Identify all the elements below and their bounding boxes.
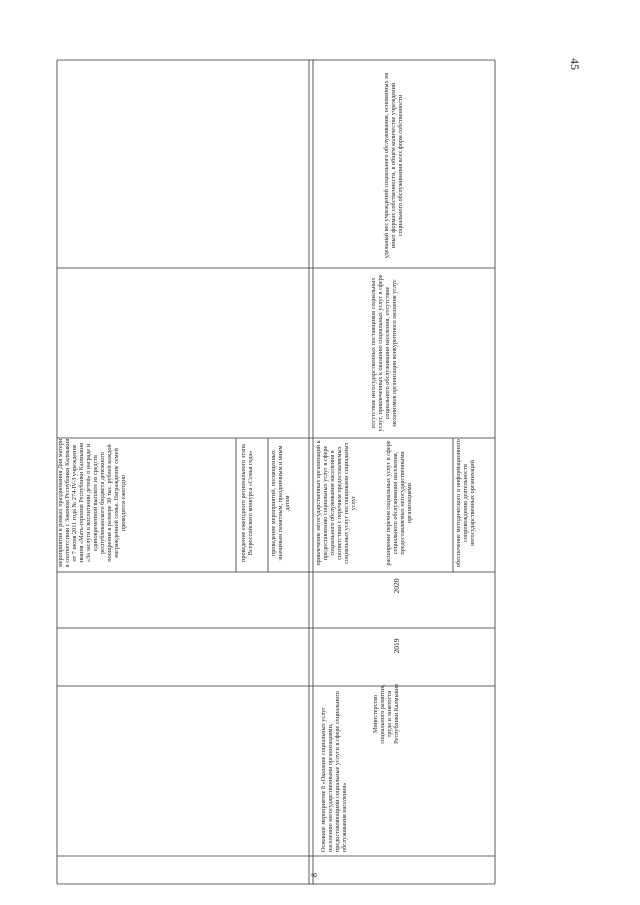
row-number: 8: [310, 873, 319, 877]
cell-activity-payment: мероприятия в рамках празднования Дня матери в соответствии с Законом Республики Калмыкия от 7 июня 2011 года № 274-IV-З учреждение звания «Мать-героиня Республики Калмыкия «За заслуги в воспитании детей» о награде и единовременной выплате из средств республиканского бюджета денежного поощрения в размере 30 тыс. рублей каждой награжденной семье. Награждение семей проводится ежегодно: [57, 438, 127, 568]
cell-activity-contest: проведение ежегодного регионального этапа Всероссийского конкурса «Семья года»: [240, 444, 254, 562]
cell-activity-events: проведение мероприятий, посвященных значимым памятным, праздничным и иным датам: [270, 445, 291, 561]
cell-activity-expand: расширение перечня социальных услуг в сфере социального обслуживания населения, предоставляемых негосударственными организациями: [385, 440, 413, 566]
cell-activity-support: обеспечение методического и информационного сопровождения деятельности негосударственных организаций: [455, 439, 476, 567]
cell-executor: Министерство социального развития, труда и занятости Республики Калмыкия: [372, 684, 400, 744]
page-number: 45: [568, 58, 582, 70]
cell-result: удельный вес учреждений социального обслуживания, основанных на иных формах собственности, в общем количестве учреждений социального обслуживания всех форм собственности: [383, 72, 404, 259]
cell-end-year: 2020: [392, 578, 401, 594]
cell-start-year: 2019: [392, 638, 401, 654]
cell-event-title: Основное мероприятие 8 «Оказание социальных услуг населению негосударственными организациями, предоставляющими социальные услуги в сфере социального обслуживания населения»: [320, 691, 348, 852]
cell-activity-attract: привлечение негосударственных организаций к предоставлению социальных услуг в сфере социального обслуживания населения в соответствии с перечнем предоставляемых социальных услуг поставщиками социальных услуг: [315, 440, 357, 566]
cell-problems: отсутствие негосударственных поставщиков социальных услуг, привлеченных к оказанию социальных услуг в сфере социального обслуживания населения, отсутствие механизмов организации конкурентного оказания услуг: [370, 274, 398, 432]
